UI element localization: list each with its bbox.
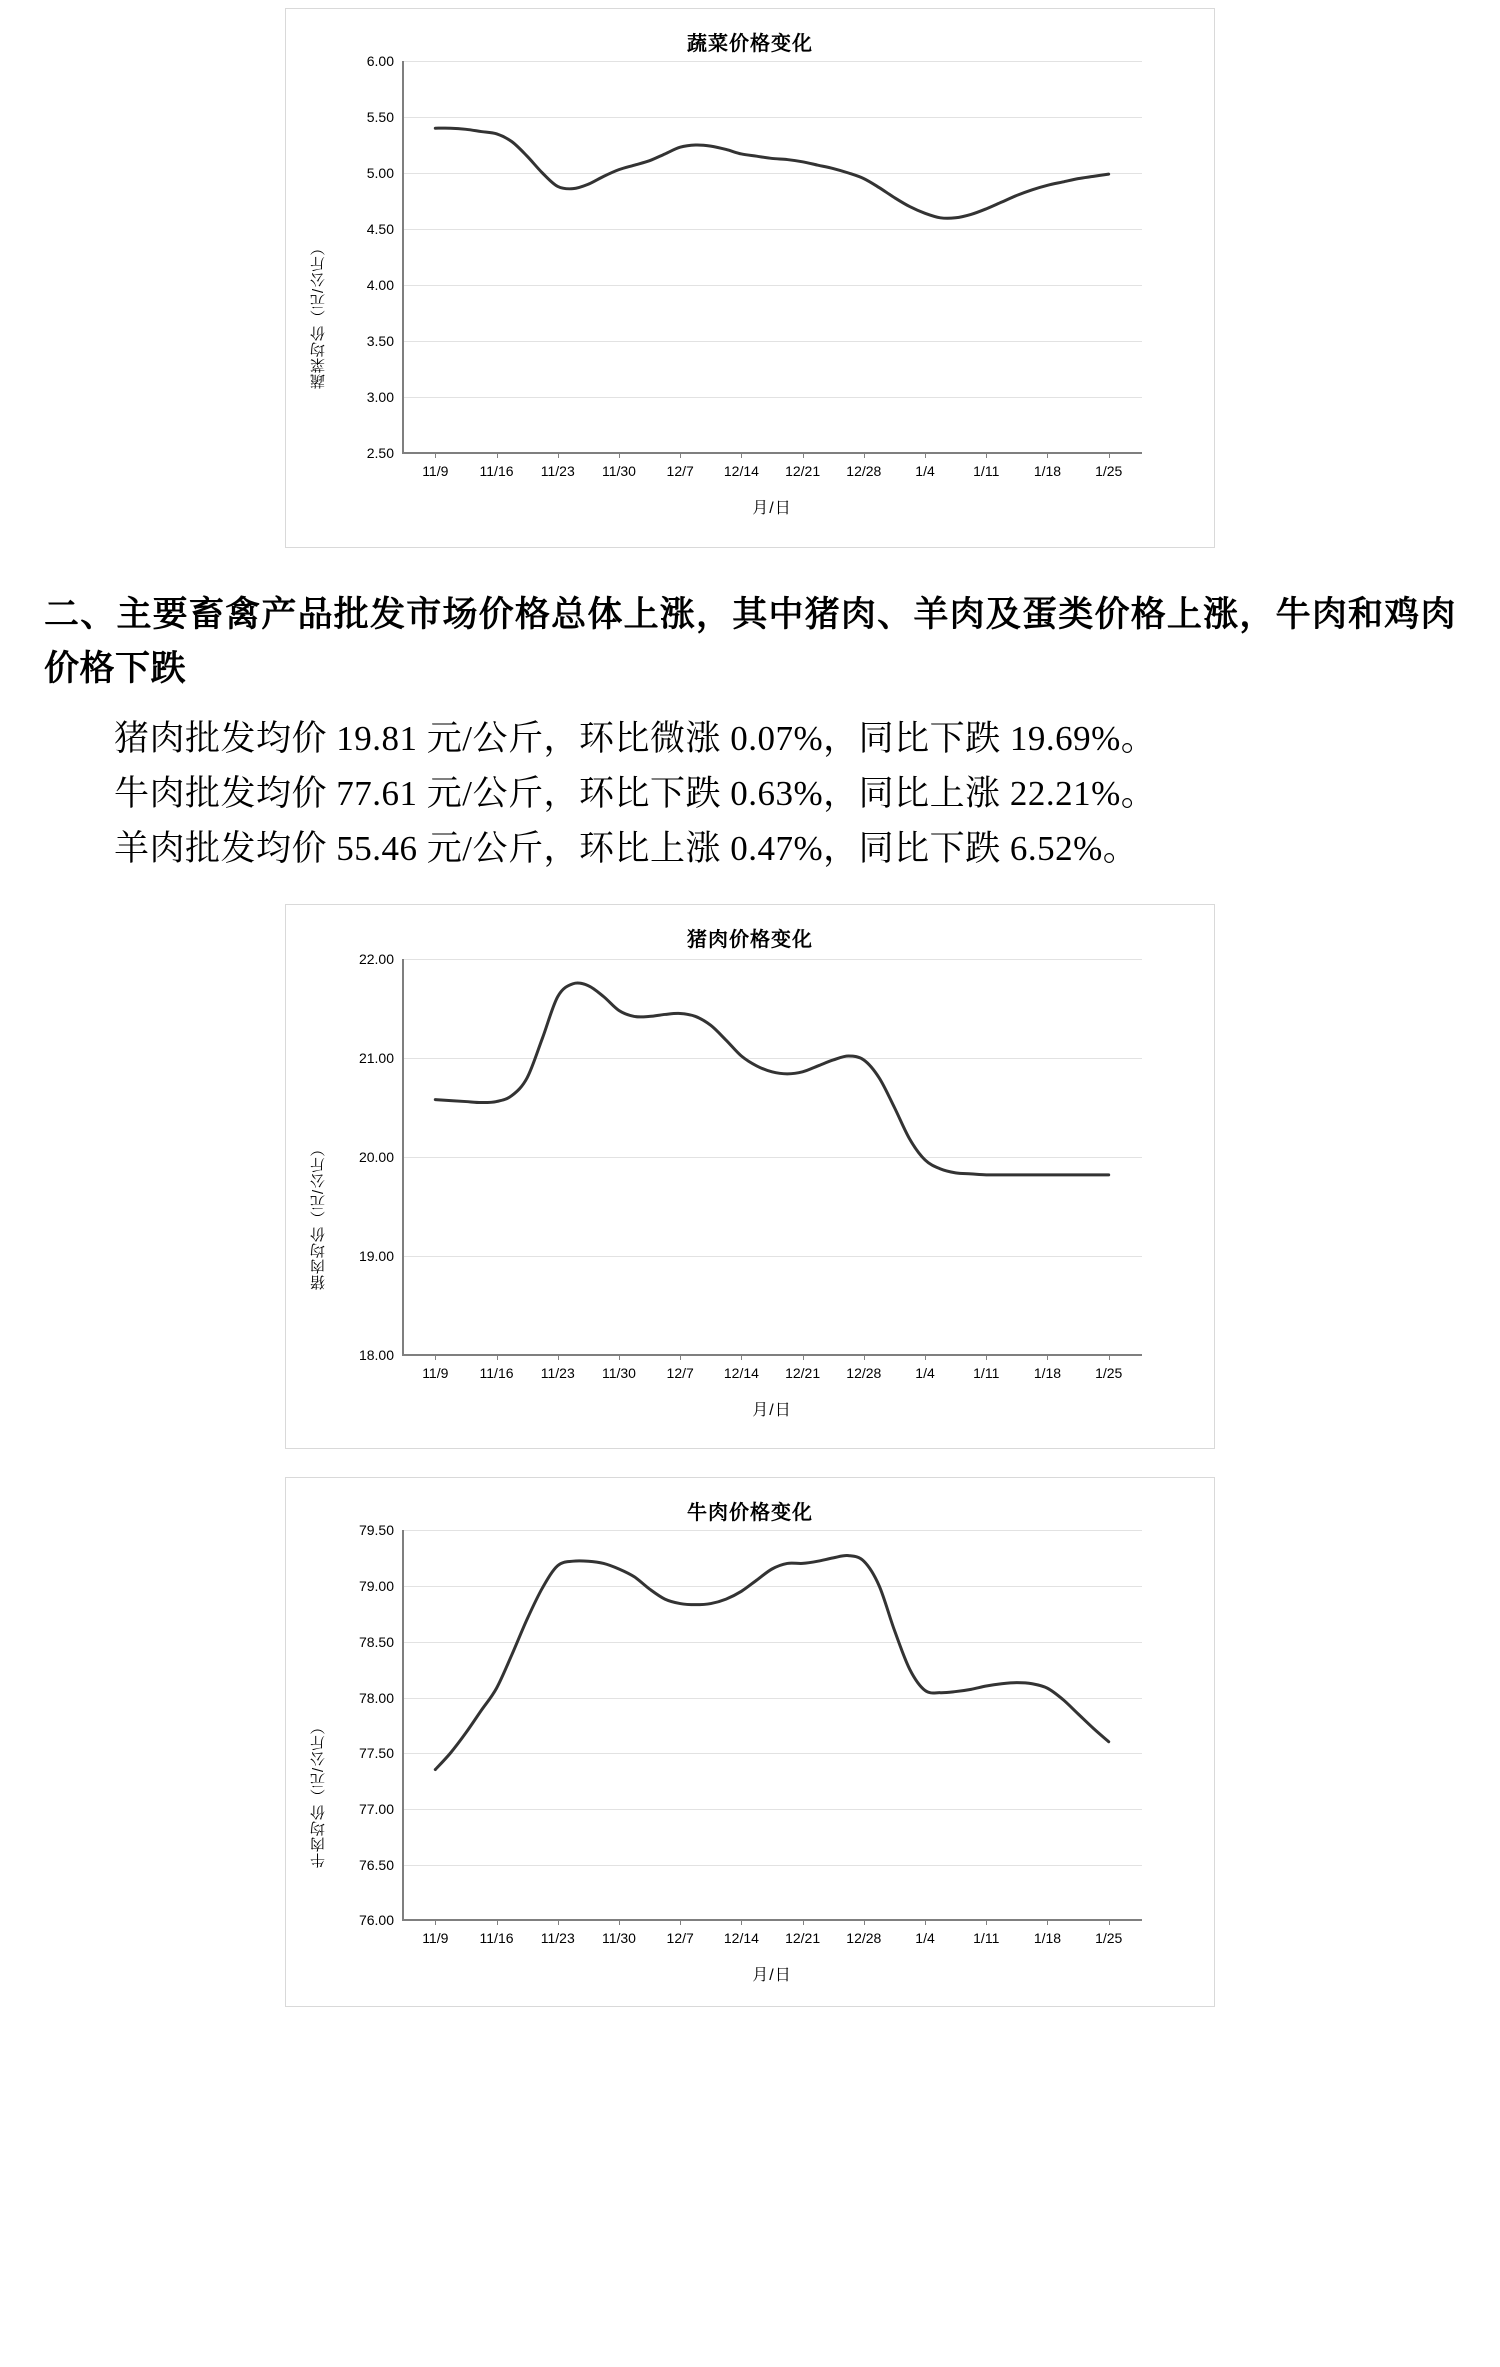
x-tick-label: 12/28 xyxy=(846,1930,882,1947)
x-tick-label: 1/4 xyxy=(915,1930,935,1947)
x-tick-label: 12/14 xyxy=(723,1930,759,1947)
paragraph-mutton: 羊肉批发均价 55.46 元/公斤，环比上涨 0.47%，同比下跌 6.52%。 xyxy=(114,829,1139,869)
chart-y-axis-label: 猪肉均价（元/公斤） xyxy=(310,1141,327,1291)
y-tick-label: 3.50 xyxy=(366,333,394,349)
x-tick-labels xyxy=(402,1363,1142,1385)
x-tick-label: 1/4 xyxy=(915,1365,935,1382)
x-tick-label: 12/7 xyxy=(666,1930,694,1947)
y-tick-label: 78.00 xyxy=(358,1689,394,1706)
x-tick-label: 1/18 xyxy=(1033,463,1062,479)
y-tick-label: 76.00 xyxy=(358,1912,394,1929)
y-tick-label: 2.50 xyxy=(366,445,394,461)
plot-area xyxy=(402,959,1142,1355)
x-tick-label: 11/30 xyxy=(601,1365,636,1382)
x-tick-label: 11/16 xyxy=(479,463,514,479)
x-tick-label: 11/16 xyxy=(479,1930,514,1947)
chart-y-axis-label: 牛肉均价（元/公斤） xyxy=(310,1719,327,1869)
paragraph-beef: 牛肉批发均价 77.61 元/公斤，环比下跌 0.63%，同比上涨 22.21%。 xyxy=(114,773,1157,813)
y-tick-label: 79.00 xyxy=(358,1578,394,1595)
y-tick-labels xyxy=(336,951,394,1364)
y-tick-label: 3.00 xyxy=(366,389,394,405)
plot-area xyxy=(402,1530,1142,1920)
x-tick-label: 1/18 xyxy=(1033,1930,1062,1947)
chart-x-axis-label: 月/日 xyxy=(752,1967,792,1985)
x-tick-label: 11/23 xyxy=(540,463,575,479)
x-tick-label: 11/23 xyxy=(540,1365,575,1382)
chart-x-axis-label: 月/日 xyxy=(752,1402,792,1420)
x-tick-label: 1/25 xyxy=(1095,1930,1123,1947)
series-line xyxy=(402,61,1142,453)
x-tick-label: 1/4 xyxy=(915,463,935,479)
y-tick-label: 4.50 xyxy=(366,221,394,237)
x-tick-labels xyxy=(402,461,1142,483)
x-tick-label: 12/7 xyxy=(666,463,694,479)
y-tick-label: 78.50 xyxy=(358,1633,394,1650)
chart-vegetable-price xyxy=(285,8,1215,548)
chart-title: 猪肉价格变化 xyxy=(687,929,813,952)
y-tick-label: 22.00 xyxy=(358,951,394,968)
y-tick-label: 20.00 xyxy=(358,1149,394,1166)
x-tick-label: 1/11 xyxy=(973,1365,1000,1382)
y-tick-label: 6.00 xyxy=(366,53,394,69)
x-tick-label: 1/25 xyxy=(1095,1365,1123,1382)
chart-pork-price xyxy=(285,904,1215,1449)
x-tick-label: 12/14 xyxy=(723,1365,759,1382)
chart-title: 蔬菜价格变化 xyxy=(687,33,813,55)
document-page xyxy=(0,8,1500,2367)
y-tick-label: 5.00 xyxy=(366,165,394,181)
x-tick-labels xyxy=(402,1928,1142,1950)
x-tick-label: 12/7 xyxy=(666,1365,694,1382)
x-tick-label: 1/11 xyxy=(973,1930,1000,1947)
chart-x-axis-label: 月/日 xyxy=(752,500,792,517)
y-tick-labels xyxy=(326,1522,394,1929)
x-tick-label: 12/21 xyxy=(785,1365,821,1382)
x-tick-label: 11/9 xyxy=(422,463,449,479)
series-line xyxy=(402,959,1142,1355)
y-tick-label: 77.50 xyxy=(358,1745,394,1762)
x-tick-label: 12/14 xyxy=(723,463,759,479)
chart-beef-price xyxy=(285,1477,1215,2007)
x-tick-label: 11/30 xyxy=(601,463,636,479)
x-tick-label: 1/25 xyxy=(1095,463,1123,479)
x-tick-label: 11/9 xyxy=(422,1930,449,1947)
plot-area xyxy=(402,61,1142,453)
x-tick-label: 12/28 xyxy=(846,1365,882,1382)
x-tick-label: 11/16 xyxy=(479,1365,514,1382)
y-tick-label: 5.50 xyxy=(366,109,394,125)
chart-y-axis-label: 蔬菜均价（元/公斤） xyxy=(310,239,327,389)
y-tick-labels xyxy=(336,53,394,461)
y-tick-label: 21.00 xyxy=(358,1050,394,1067)
y-tick-label: 77.00 xyxy=(358,1800,394,1817)
x-tick-label: 1/11 xyxy=(973,463,1000,479)
chart-title: 牛肉价格变化 xyxy=(687,1502,813,1525)
x-tick-label: 12/21 xyxy=(785,1930,821,1947)
y-tick-label: 79.50 xyxy=(358,1522,394,1539)
y-tick-label: 18.00 xyxy=(358,1347,394,1364)
y-tick-label: 4.00 xyxy=(366,277,394,293)
section-heading: 二、主要畜禽产品批发市场价格总体上涨，其中猪肉、羊肉及蛋类价格上涨，牛肉和鸡肉价格下跌 xyxy=(44,595,1456,689)
series-line xyxy=(402,1530,1142,1920)
x-tick-label: 12/21 xyxy=(785,463,821,479)
x-tick-label: 1/18 xyxy=(1033,1365,1062,1382)
x-tick-label: 11/9 xyxy=(422,1365,449,1382)
y-tick-label: 19.00 xyxy=(358,1248,394,1265)
x-tick-label: 12/28 xyxy=(846,463,882,479)
paragraph-pork: 猪肉批发均价 19.81 元/公斤，环比微涨 0.07%，同比下跌 19.69%。 xyxy=(114,718,1157,758)
x-tick-label: 11/30 xyxy=(601,1930,636,1947)
y-tick-label: 76.50 xyxy=(358,1856,394,1873)
x-tick-label: 11/23 xyxy=(540,1930,575,1947)
